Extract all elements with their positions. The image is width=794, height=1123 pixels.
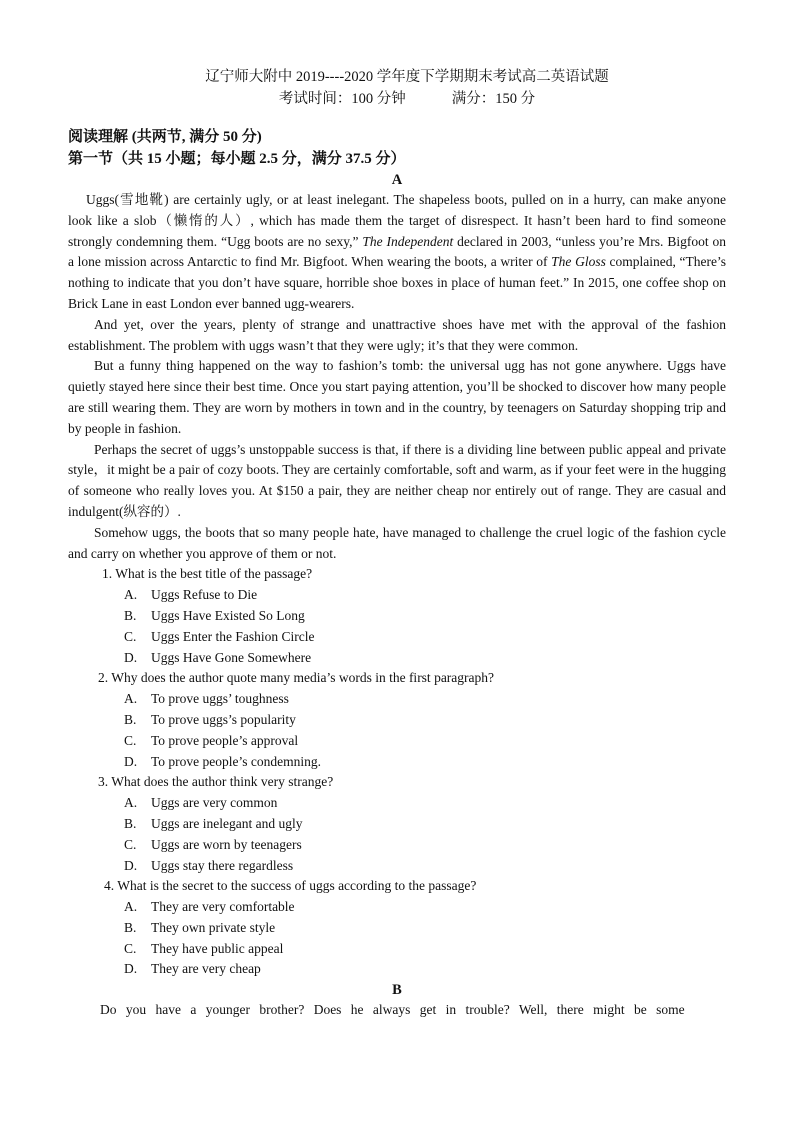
question-1-option-a[interactable]: A. Uggs Refuse to Die — [124, 587, 258, 603]
question-3-option-c[interactable]: C. Uggs are worn by teenagers — [124, 836, 302, 852]
question-2-option-c[interactable]: C. To prove people’s approval — [124, 732, 299, 748]
question-3-option-b[interactable]: B. Uggs are inelegant and ugly — [124, 815, 303, 831]
question-4-option-b[interactable]: B. They own private style — [124, 919, 276, 935]
exam-page — [68, 66, 726, 1021]
passage-a-paragraph-1: Uggs(雪地靴) are certainly ugly, or at least inelegant. The shapeless boots, pulled on in a hurry, can make anyone look like a slob（懒惰的人）, which has made them the target of disrespect. It hasn’t been hard to find someone strongly condemning them. “Ugg boots are no sexy,” The Independent declared in 2003, “unless you’re Mrs. Bigfoot on a lone mission across Antarctic to find Mr. Bigfoot. When wearing the boots, a writer of The Gloss complained, “There’s nothing to indicate that you don’t have square, horrible shoe boxes in place of human feet.” In 2015, one coffee shop on Brick Lane in east London ever banned ugg-wearers. — [68, 192, 726, 311]
question-3-stem: 3. What does the author think very strange? — [98, 774, 334, 790]
question-2-option-b[interactable]: B. To prove uggs’s popularity — [124, 711, 296, 727]
exam-info — [88, 88, 726, 110]
passage-a-paragraph-3: But a funny thing happened on the way to fashion’s tomb: the universal ugg has not gone anywhere. Uggs have quietly stayed here since their best time. Once you start paying attention, you’ll be shocked to discover how many people are still wearing them. They are worn by mothers in town and in the country, by teenagers on Saturday shopping trip and by people in fashion. — [68, 358, 726, 436]
reading-part-title: 阅读理解 (共两节, 满分 50 分) — [68, 129, 262, 145]
exam-time: 考试时间：100 分钟 — [278, 91, 406, 107]
question-1-option-b[interactable]: B. Uggs Have Existed So Long — [124, 607, 305, 623]
question-4-stem: 4. What is the secret to the success of uggs according to the passage? — [104, 878, 477, 894]
passage-b-letter: B — [392, 982, 402, 999]
passage-b-paragraph-1: Do you have a younger brother? Does he always get in trouble? Well, there might be some — [100, 1002, 685, 1018]
passage-a-paragraph-5: Somehow uggs, the boots that so many people hate, have managed to challenge the cruel logic of the fashion cycle and carry on whether you approve of them or not. — [68, 524, 726, 561]
passage-a-paragraph-2: And yet, over the years, plenty of strange and unattractive shoes have met with the approval of the fashion establishment. The problem with uggs wasn’t that they were ugly; it’s that they were common. — [68, 316, 726, 353]
section1-title: 第一节（共 15 小题；每小题 2.5 分，满分 37.5 分） — [68, 151, 406, 167]
passage-a-letter: A — [391, 172, 403, 188]
question-1-option-c[interactable]: C. Uggs Enter the Fashion Circle — [124, 628, 315, 644]
passage-a-paragraph-4: Perhaps the secret of uggs’s unstoppable success is that, if there is a dividing line between public appeal and private style，it might be a pair of cozy boots. They are certainly comfortable, soft and warm, as if your feet were in the hugging of someone who really loves you. At $150 a pair, they are neither cheap nor entirely out of range. They are casual and indulgent(纵容的）. — [68, 441, 726, 519]
question-3-option-d[interactable]: D. Uggs stay there regardless — [124, 857, 294, 873]
source-the-gloss: The Gloss — [551, 254, 606, 270]
question-3-option-a[interactable]: A. Uggs are very common — [124, 795, 278, 811]
question-2-option-d[interactable]: D. To prove people’s condemning. — [124, 753, 322, 769]
question-1-stem: 1. What is the best title of the passage? — [102, 566, 313, 582]
source-the-independent: The Independent — [362, 233, 454, 249]
question-4-option-c[interactable]: C. They have public appeal — [124, 940, 284, 956]
question-4-option-a[interactable]: A. They are very comfortable — [124, 899, 295, 915]
question-2-stem: 2. Why does the author quote many media’s words in the first paragraph? — [98, 670, 495, 686]
full-score: 满分：150 分 — [451, 91, 536, 107]
question-2-option-a[interactable]: A. To prove uggs’ toughness — [124, 691, 289, 707]
exam-title: 辽宁师大附中 2019----2020 学年度下学期期末考试高二英语试题 — [205, 69, 609, 85]
question-1-option-d[interactable]: D. Uggs Have Gone Somewhere — [124, 649, 312, 665]
question-4-option-d[interactable]: D. They are very cheap — [124, 961, 261, 977]
